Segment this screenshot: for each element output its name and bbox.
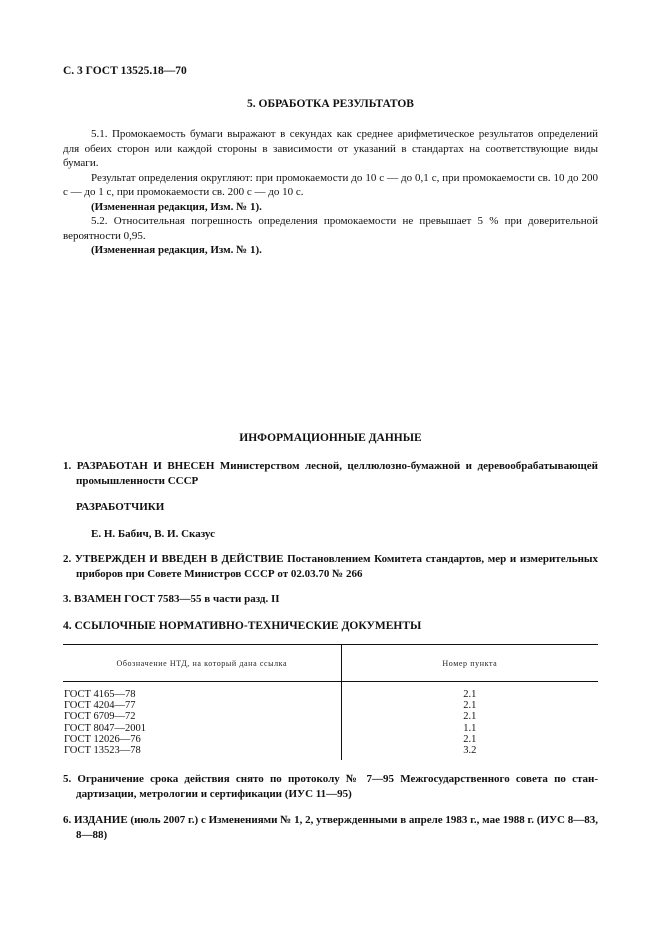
info-item-4-text: 4. ССЫЛОЧНЫЕ НОРМАТИВНО-ТЕХНИЧЕСКИЕ ДОКУМЕНТЫ	[63, 620, 422, 632]
info-item-1	[63, 459, 598, 488]
table-row	[63, 723, 598, 734]
developers-names-text: Е. Н. Бабич, В. И. Сказус	[91, 528, 215, 540]
info-item-5	[63, 772, 598, 801]
info-item-3-text: 3. ВЗАМЕН ГОСТ 7583—55 в части разд. II	[63, 593, 280, 605]
paragraph-5-1: 5.1. Промокаемость бумаги выражают в секундах как среднее арифметическое результатов определений для обеих сторон или каждой стороны в зависимости от указаний в стандартах на соответствующие виды бумаги.	[63, 128, 598, 169]
amendment-note: (Измененная редакция, Изм. № 1).	[91, 244, 262, 256]
table-cell-doc: ГОСТ 8047—2001	[63, 723, 341, 734]
developers-label-text: РАЗРАБОТЧИКИ	[76, 501, 165, 513]
paragraph-rounding: Результат определения округляют: при промокаемости до 10 с — до 0,1 с, при промокаемости св. 10 до 200 с — до 1 с, при промокаемости св. 200 с — до 10 с.	[63, 171, 598, 198]
info-item-2-text: 2. УТВЕРЖДЕН И ВВЕДЕН В ДЕЙСТВИЕ Постановлением Комитета стандартов, мер и измерительных приборов при Совете Министров СССР от 02.03.70 № 266	[63, 553, 598, 580]
amendment-note: (Измененная редакция, Изм. № 1).	[91, 200, 262, 213]
info-title: ИНФОРМАЦИОННЫЕ ДАННЫЕ	[239, 432, 422, 444]
info-item-1-text: 1. РАЗРАБОТАН И ВНЕСЕН Министерством лесной, целлюлозно-бумажной и деревообрабатывающей промышленности СССР	[63, 460, 598, 487]
section-5-title: 5. ОБРАБОТКА РЕЗУЛЬТАТОВ	[247, 98, 414, 110]
table-header-designation: Обозначение НТД, на который дана ссылка	[63, 645, 341, 682]
paragraph-5-2: 5.2. Относительная погрешность определения промокаемости не превышает 5 % при доверительной вероятности 0,95.	[63, 215, 598, 242]
developers-label	[63, 500, 598, 515]
table-cell-doc: ГОСТ 12026—76	[63, 734, 341, 745]
section-5-body	[63, 127, 598, 258]
table-row	[63, 689, 598, 700]
info-item-5-text: 5. Ограничение срока действия снято по протоколу № 7—95 Межгосударственного совета по стандартизации, метрологии и сертификации (ИУС 11—95)	[63, 773, 598, 800]
table-cell-clause: 3.2	[463, 745, 477, 757]
info-item-4	[63, 619, 598, 634]
info-item-2	[63, 552, 598, 581]
table-row	[63, 711, 598, 722]
table-header-clause: Номер пункта	[341, 645, 598, 682]
table-cell-doc: ГОСТ 4165—78	[63, 689, 341, 700]
table-cell-clause: 1.1	[463, 722, 477, 734]
info-item-6-text: 6. ИЗДАНИЕ (июль 2007 г.) с Изменениями № 1, 2, утвержденными в апреле 1983 г., мае 1988 г. (ИУС 8—83, 8—88)	[63, 814, 598, 841]
info-item-3	[63, 592, 598, 607]
page-header: С. 3 ГОСТ 13525.18—70	[63, 65, 187, 77]
info-item-6	[63, 813, 598, 842]
table-cell-clause: 2.1	[463, 733, 477, 745]
reference-documents-table	[63, 644, 598, 760]
table-cell-doc: ГОСТ 6709—72	[63, 711, 341, 722]
developers-names	[63, 527, 598, 542]
table-row	[63, 700, 598, 711]
table-cell-clause: 2.1	[463, 711, 477, 723]
table-row	[63, 745, 598, 760]
table-cell-clause: 2.1	[463, 700, 477, 712]
table-cell-doc: ГОСТ 13523—78	[63, 745, 341, 760]
table-cell-clause: 2.1	[463, 689, 477, 700]
table-row	[63, 734, 598, 745]
table-cell-doc: ГОСТ 4204—77	[63, 700, 341, 711]
